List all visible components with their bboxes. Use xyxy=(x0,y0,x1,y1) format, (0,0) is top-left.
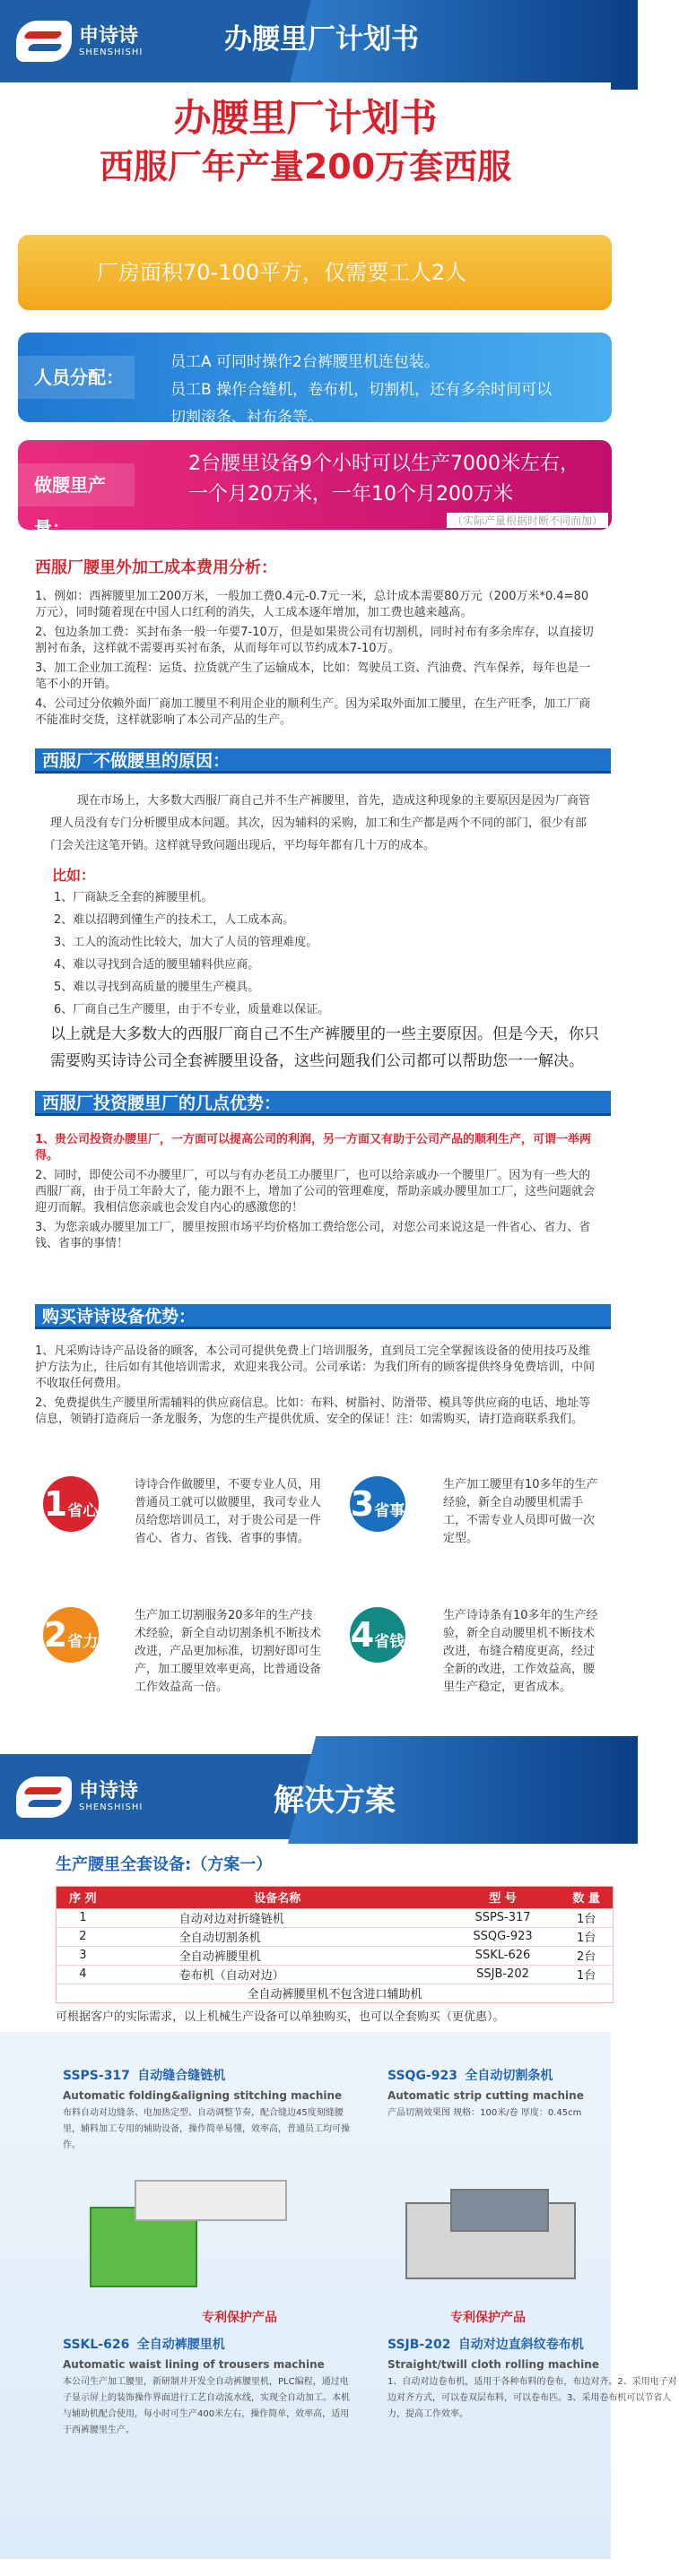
machine-description: 布料自动对边缝条、电加热定型、自动调整节奏，配合缝边45度刻缝腰里，辅料加工专用的辅助设备，操作简单易懂，效率高，普通员工均可操作。 xyxy=(63,2108,350,2150)
factory-requirement-band xyxy=(18,235,612,310)
problems-paragraph: 现在市场上，大多数大西服厂商自己并不生产裤腰里，首先，造成这种现象的主要原因是因为厂商管理人员没有专门分析腰里成本问题。其次，因为辅料的采购，加工和生产都是两个不同的部门，很少有部门会关注这笔开销。这样就导致问题出现后，平均每年都有几十万的成本。 xyxy=(50,794,591,852)
solution-caption: 可根据客户的实际需求，以上机械生产设备可以单独购买，也可以全套购买（更优惠）。 xyxy=(56,2010,505,2024)
machine-title: SSQG-923 全自动切割条机 xyxy=(387,2069,553,2083)
advantages-list xyxy=(35,1132,600,1252)
table-row: 1 自动对边对折缝链机 SSPS-317 1台 xyxy=(57,1908,613,1927)
cost-analysis-title: 西服厂腰里外加工成本费用分析： xyxy=(35,558,277,577)
equipment-table xyxy=(56,1886,614,2003)
stitching-machine-table xyxy=(135,2180,287,2221)
machine-card-ssps xyxy=(63,2059,354,2373)
problem-item: 5、难以寻找到高质量的腰里生产模具。 xyxy=(54,981,260,994)
hero-title: 办腰里厂计划书 xyxy=(173,96,438,140)
solution-brand-logo xyxy=(16,1776,143,1818)
buy-item: 1、凡采购诗诗产品设备的顾客，本公司可提供免费上门培训服务，直到员工完全掌握该设备的使用技巧及维护方法为止，往后如有其他培训需求，欢迎来我公司。公司承诺：为我们所有的顾客提供终身免费培训，中间不收取任何费用。 xyxy=(35,1344,596,1390)
staff-band xyxy=(18,333,612,427)
benefit-text-4: 生产诗诗条有10多年的生产经验，新全自动腰里机不断技术改进，布缝合精度更高，经过全新的改进，工作效益高，腰里生产稳定，更省成本。 xyxy=(443,1609,598,1694)
machine-card-ssqg xyxy=(387,2059,679,2373)
table-total-row: 全自动裤腰里机不包含进口辅助机 xyxy=(57,1984,613,2002)
staff-line-3: 切割滚条、衬布条等。 xyxy=(170,409,323,427)
brand-english-name: SHENSHISHI xyxy=(79,47,144,57)
buy-title: 购买诗诗设备优势： xyxy=(35,1304,611,1329)
machine-card-sskl xyxy=(63,2328,354,2552)
factory-requirement-text: 厂房面积70-100平方，仅需要工人2人 xyxy=(97,260,467,285)
brand-logo xyxy=(16,21,143,62)
staff-line-1: 员工A 可同时操作2台裤腰里机连包装。 xyxy=(170,353,440,371)
buy-list xyxy=(35,1344,600,1428)
machine-title: SSKL-626 全自动裤腰里机 xyxy=(63,2338,225,2352)
benefit-circle-1: 1省心 xyxy=(43,1476,99,1532)
machine-description: 1、自动对边卷布机，适用于各种布料的卷布，布边对齐。2、采用电子对边对齐方式，可以卷双层布料，可以卷布匹。3、采用卷布机可以节省人力，提高工作效率。 xyxy=(387,2377,677,2419)
cost-item: 4、公司过分依赖外面厂商加工腰里不利用企业的顺利生产。因为采取外面加工腰里，在生产旺季，加工厂商不能准时交货，这样就影响了本公司产品的生产。 xyxy=(35,697,591,727)
machine-showcase xyxy=(0,2032,677,2559)
table-header-row: 序 列 设备名称 型 号 数 量 xyxy=(57,1887,613,1908)
staff-text xyxy=(170,349,552,432)
cost-item: 3、加工企业加工流程：运货、拉货就产生了运输成本，比如：驾驶员工资、汽油费、汽车保养，每年也是一笔不小的开销。 xyxy=(35,661,591,691)
machine-english: Automatic waist lining of trousers machine xyxy=(63,2358,325,2371)
machine-title: SSPS-317 自动缝合缝链机 xyxy=(63,2069,226,2083)
table-row: 3 全自动裤腰里机 SSKL-626 2台 xyxy=(57,1946,613,1965)
machine-control-panel xyxy=(450,2189,549,2232)
problem-item: 4、难以寻找到合适的腰里辅料供应商。 xyxy=(54,958,260,972)
top-banner xyxy=(0,0,611,82)
cost-item: 1、例如：西裤腰里加工200万米，一般加工费0.4元-0.7元一米，总计成本需要80万元（200万米*0.4=80万元），同时随着现在中国人口红利的消失，人工成本逐年增加，加工费也越来越高。 xyxy=(35,590,589,619)
benefit-circle-2: 2省力 xyxy=(43,1607,99,1663)
table-row: 2 全自动切割条机 SSQG-923 1台 xyxy=(57,1927,613,1946)
advantage-item: 1、贵公司投资办腰里厂，一方面可以提高公司的利润，另一方面又有助于公司产品的顺利生产，可谓一举两得。 xyxy=(35,1133,592,1163)
machine-english: Straight/twill cloth rolling machine xyxy=(387,2358,599,2371)
problem-item: 6、厂商自己生产腰里，由于不专业，质量难以保证。 xyxy=(54,1003,330,1016)
benefit-circle-3: 3省事 xyxy=(350,1476,405,1532)
staff-line-2: 员工B 操作合缝机，卷布机，切割机，还有多余时间可以 xyxy=(170,381,553,399)
benefit-circle-4: 4省钱 xyxy=(350,1607,405,1663)
output-text xyxy=(188,449,579,510)
benefit-text-2: 生产加工切割服务20多年的生产技术经验，新全自动切割条机不断技术改进，产品更加标准，切割好即可生产，加工腰里效率更高，比普通设备工作效益高一倍。 xyxy=(135,1609,322,1694)
header-title: 办腰里厂计划书 xyxy=(224,23,419,56)
problems-title: 西服厂不做腰里的原因： xyxy=(35,748,611,774)
output-line-2: 一个月20万米，一年10个月200万米 xyxy=(188,483,513,506)
problem-item: 2、难以招聘到懂生产的技术工，人工成本高。 xyxy=(54,913,295,927)
solution-logo-icon xyxy=(16,1776,72,1818)
patent-label: 专利保护产品 xyxy=(202,2311,277,2325)
solution-plan-title: 生产腰里全套设备:（方案一） xyxy=(56,1855,273,1874)
cost-item: 2、包边条加工费：买封布条一般一年要7-10万，但是如果贵公司有切割机，同时衬布有多余库存，以直接切割衬布条，这样就不需要再买衬布条，从而每年可以节约成本7-10万。 xyxy=(35,626,594,655)
machine-english: Automatic strip cutting machine xyxy=(387,2089,584,2102)
problem-item: 1、厂商缺乏全套的裤腰里机。 xyxy=(54,891,213,904)
problems-subtitle: 比如： xyxy=(52,867,96,884)
staff-label: 人员分配： xyxy=(18,356,135,399)
output-line-1: 2台腰里设备9个小时可以生产7000米左右， xyxy=(188,453,579,475)
benefit-text-3: 生产加工腰里有10多年的生产经验，新全自动腰里机需手工，不需专业人员即可做一次定型。 xyxy=(443,1478,598,1545)
machine-title: SSJB-202 自动对边直斜纹卷布机 xyxy=(387,2338,584,2352)
brand-logo-icon xyxy=(16,21,72,62)
brand-name: 申诗诗 xyxy=(79,24,139,48)
benefits-section xyxy=(0,1431,611,1754)
machine-english: Automatic folding&aligning stitching machine xyxy=(63,2089,343,2102)
solution-banner xyxy=(0,1754,611,1839)
machine-description: 产品切割效果图 规格：100米/卷 厚度：0.45cm xyxy=(387,2108,582,2118)
buy-item: 2、免费提供生产腰里所需辅料的供应商信息。比如：布料、树脂衬、防滑带、模具等供应商的电话、地址等信息，领销打造商后一条龙服务，为您的生产提供优质、安全的保证！注：如需购买，请打造商联系我们。 xyxy=(35,1396,591,1426)
solution-brand-name: 申诗诗 xyxy=(79,1780,139,1802)
patent-label: 专利保护产品 xyxy=(450,2311,526,2325)
hero-subtitle: 西服厂年产量200万套西服 xyxy=(99,147,512,186)
table-row: 4 卷布机（自动对边） SSJB-202 1台 xyxy=(57,1965,613,1984)
cost-analysis-list xyxy=(35,589,600,729)
problems-list xyxy=(54,886,611,1021)
problem-item: 3、工人的流动性比较大，加大了人员的管理难度。 xyxy=(54,936,318,949)
advantages-title: 西服厂投资腰里厂的几点优势： xyxy=(35,1091,611,1116)
output-band xyxy=(18,440,612,539)
machine-card-ssjb xyxy=(387,2328,679,2552)
output-label: 做腰里产量： xyxy=(18,463,135,506)
hero-section xyxy=(0,82,611,235)
solution-brand-english: SHENSHISHI xyxy=(79,1802,144,1812)
solution-title: 解决方案 xyxy=(274,1783,396,1819)
advantage-item: 3、为您亲戚办腰里加工厂，腰里按照市场平均价格加工费给您公司，对您公司来说这是一件省心、省力、省钱、省事的事情！ xyxy=(35,1221,591,1250)
advantage-item: 2、同时，即使公司不办腰里厂，可以与有办老员工办腰里厂，也可以给亲戚办一个腰里厂。因为有一些大的西服厂商，由于员工年龄大了，能力跟不上，增加了公司的管理难度，帮助亲戚办腰里加工厂，这些问题就会迎刃而解。我相信您亲戚也会发自内心的感激您的！ xyxy=(35,1169,596,1215)
machine-description: 本公司生产加工腰里，新研制并开发全自动裤腰里机，PLC编程，通过电子显示屏上的装饰操作界面进行工艺自动流水线，实现全自动加工。本机与辅助机配合使用，每小时可生产400米左右，操作简单，效率高，适用于西裤腰里生产。 xyxy=(63,2377,350,2435)
output-note: （实际产量根据时断不同而加） xyxy=(447,513,608,528)
benefit-text-1: 诗诗合作做腰里，不要专业人员，用普通员工就可以做腰里，我司专业人员给您培训员工，对于贵公司是一件省心、省力、省钱、省事的事情。 xyxy=(135,1478,322,1545)
problems-summary: 以上就是大多数大的西服厂商自己不生产裤腰里的一些主要原因。但是今天，你只需要购买诗诗公司全套裤腰里设备，这些问题我们公司都可以帮助您一一解决。 xyxy=(50,1025,599,1070)
